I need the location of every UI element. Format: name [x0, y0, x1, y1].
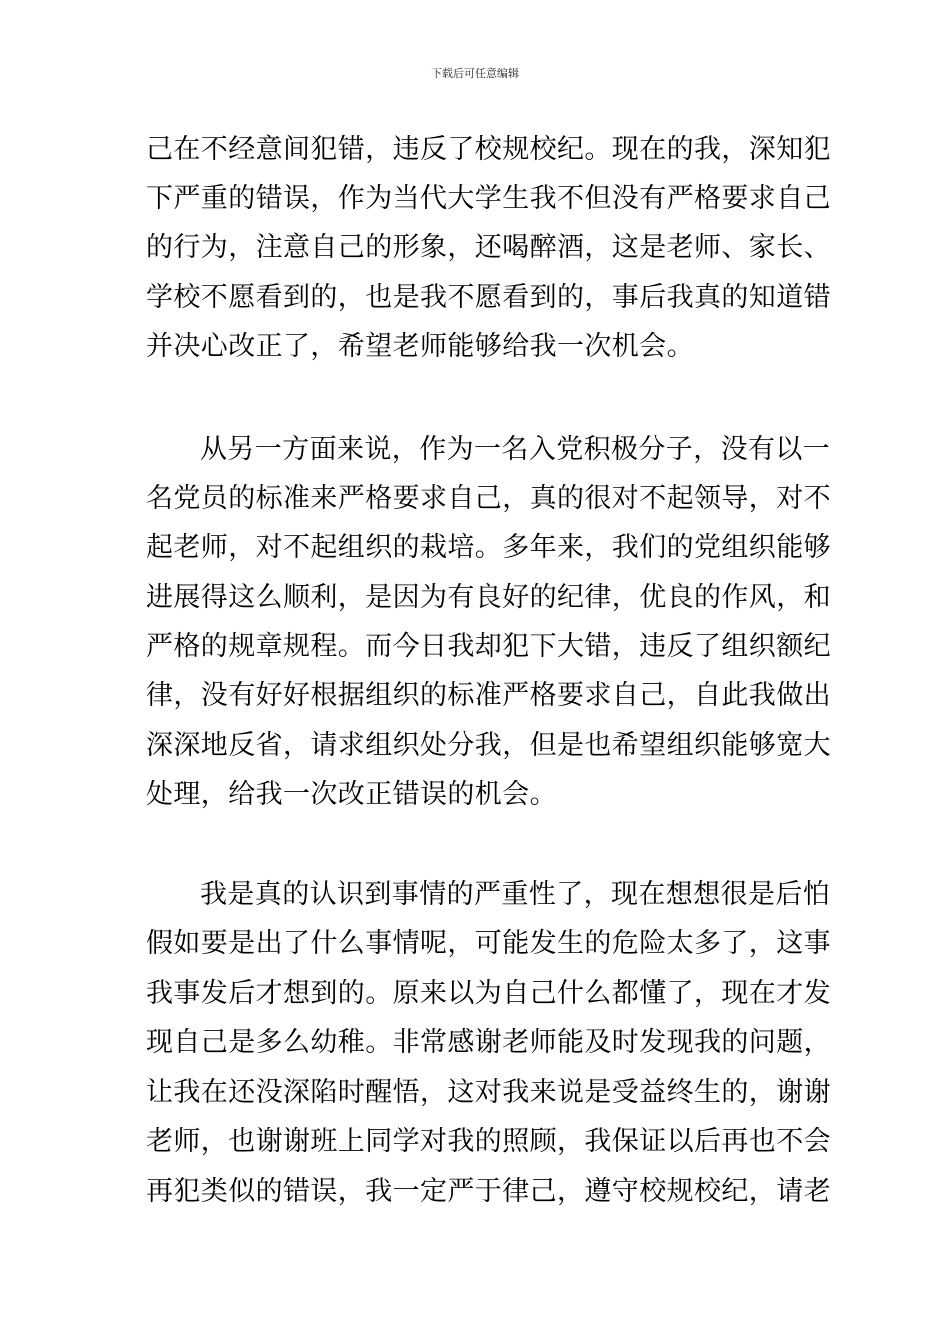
paragraph-2-line-1: 从另一方面来说，作为一名入党积极分子，没有以一: [200, 434, 831, 465]
paragraph-2-line-8: 处理，给我一次改正错误的机会。: [146, 779, 557, 810]
paragraph-1-line-3: 的行为，注意自己的形象，还喝醉酒，这是老师、家长、: [146, 232, 831, 263]
paragraph-2-line-5: 严格的规章规程。而今日我却犯下大错，违反了组织额纪: [146, 631, 831, 662]
paragraph-1-line-1: 己在不经意间犯错，违反了校规校纪。现在的我，深知犯: [146, 134, 831, 165]
paragraph-2-line-4: 进展得这么顺利，是因为有良好的纪律，优良的作风，和: [146, 582, 831, 613]
paragraph-3-line-5: 让我在还没深陷时醒悟，这对我来说是受益终生的，谢谢: [146, 1077, 831, 1108]
paragraph-2-line-2: 名党员的标准来严格要求自己，真的很对不起领导，对不: [146, 483, 831, 514]
paragraph-3-line-6: 老师，也谢谢班上同学对我的照顾，我保证以后再也不会: [146, 1126, 831, 1157]
paragraph-1-line-2: 下严重的错误，作为当代大学生我不但没有严格要求自己: [146, 183, 831, 214]
paragraph-1-line-5: 并决心改正了，希望老师能够给我一次机会。: [146, 331, 694, 362]
page-header: 下载后可任意编辑: [431, 67, 519, 80]
paragraph-3-line-2: 假如要是出了什么事情呢，可能发生的危险太多了，这事: [146, 928, 831, 959]
paragraph-2-line-3: 起老师，对不起组织的栽培。多年来，我们的党组织能够: [146, 532, 831, 563]
paragraph-3-line-4: 现自己是多么幼稚。非常感谢老师能及时发现我的问题，: [146, 1027, 831, 1058]
paragraph-3-line-1: 我是真的认识到事情的严重性了，现在想想很是后怕: [200, 879, 831, 910]
paragraph-1-line-4: 学校不愿看到的，也是我不愿看到的，事后我真的知道错: [146, 282, 831, 313]
paragraph-3-line-7: 再犯类似的错误，我一定严于律己，遵守校规校纪，请老: [146, 1176, 831, 1207]
paragraph-3-line-3: 我事发后才想到的。原来以为自己什么都懂了，现在才发: [146, 978, 831, 1009]
paragraph-2-line-6: 律，没有好好根据组织的标准严格要求自己，自此我做出: [146, 680, 831, 711]
paragraph-2-line-7: 深深地反省，请求组织处分我，但是也希望组织能够宽大: [146, 730, 831, 761]
